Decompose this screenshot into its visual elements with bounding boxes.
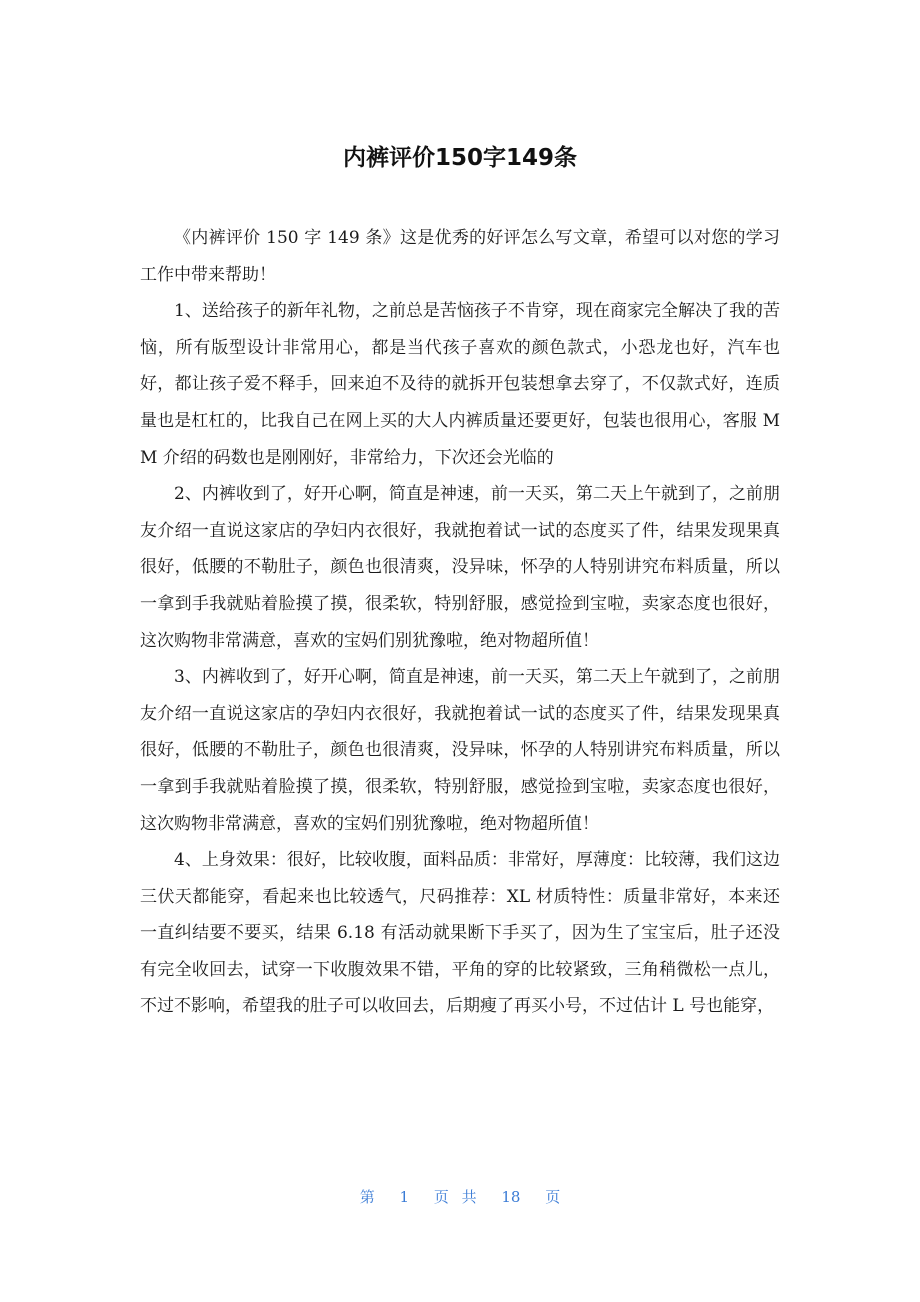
footer-prefix: 第 bbox=[359, 1188, 375, 1206]
document-title: 内裤评价150字149条 bbox=[342, 145, 578, 171]
footer-current-page: 1 bbox=[399, 1188, 410, 1206]
paragraph-intro: 《内裤评价 150 字 149 条》这是优秀的好评怎么写文章，希望可以对您的学习工作中带来帮助！ bbox=[140, 228, 780, 285]
paragraph-review-1: 1、送给孩子的新年礼物，之前总是苦恼孩子不肯穿，现在商家完全解决了我的苦恼，所有版型设计非常用心，都是当代孩子喜欢的颜色款式，小恐龙也好，汽车也好，都让孩子爱不释手，回来迫不及待的就拆开包装想拿去穿了，不仅款式好，连质量也是杠杠的，比我自己在网上买的大人内裤质量还要更好，包装也很用心，客服 MM 介绍的码数也是刚刚好，非常给力，下次还会光临的 bbox=[140, 301, 780, 468]
footer-suffix: 页 bbox=[545, 1188, 561, 1206]
paragraph-review-3: 3、内裤收到了，好开心啊，简直是神速，前一天买，第二天上午就到了，之前朋友介绍一直说这家店的孕妇内衣很好，我就抱着试一试的态度买了件，结果发现果真很好，低腰的不勒肚子，颜色也很清爽，没异味，怀孕的人特别讲究布料质量，所以一拿到手我就贴着脸摸了摸，很柔软，特别舒服，感觉捡到宝啦，卖家态度也很好，这次购物非常满意，喜欢的宝妈们别犹豫啦，绝对物超所值！ bbox=[140, 667, 780, 834]
document-body bbox=[140, 220, 780, 1025]
paragraph-review-4: 4、上身效果：很好，比较收腹，面料品质：非常好，厚薄度：比较薄，我们这边三伏天都能穿，看起来也比较透气，尺码推荐：XL 材质特性：质量非常好，本来还一直纠结要不要买，结果 6.18 有活动就果断下手买了，因为生了宝宝后，肚子还没有完全收回去，试穿一下收腹效果不错，平角的穿的比较紧致，三角稍微松一点儿，不过不影响，希望我的肚子可以收回去，后期瘦了再买小号，不过估计 L 号也能穿， bbox=[140, 850, 780, 1017]
paragraph-review-2: 2、内裤收到了，好开心啊，简直是神速，前一天买，第二天上午就到了，之前朋友介绍一直说这家店的孕妇内衣很好，我就抱着试一试的态度买了件，结果发现果真很好，低腰的不勒肚子，颜色也很清爽，没异味，怀孕的人特别讲究布料质量，所以一拿到手我就贴着脸摸了摸，很柔软，特别舒服，感觉捡到宝啦，卖家态度也很好，这次购物非常满意，喜欢的宝妈们别犹豫啦，绝对物超所值！ bbox=[140, 484, 780, 651]
footer-middle: 页 共 bbox=[433, 1188, 477, 1206]
page-number-footer bbox=[0, 1184, 920, 1210]
footer-total-pages: 18 bbox=[501, 1188, 521, 1206]
